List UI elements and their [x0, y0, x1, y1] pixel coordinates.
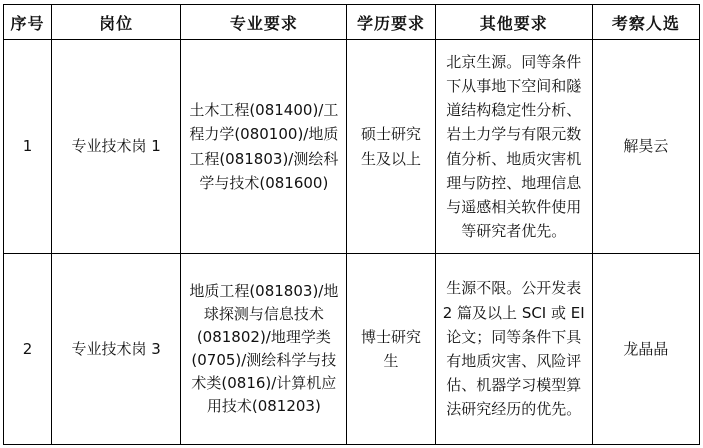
cell-major: 土木工程(081400)/工程力学(080100)/地质工程(081803)/测绘科学与技术(081600) [181, 40, 347, 254]
header-candidate: 考察人选 [592, 5, 699, 40]
cell-position: 专业技术岗 1 [52, 40, 181, 254]
table-row [4, 40, 700, 254]
table-header-row [4, 5, 700, 40]
header-other: 其他要求 [435, 5, 592, 40]
cell-candidate: 解昊云 [592, 40, 699, 254]
header-major: 专业要求 [181, 5, 347, 40]
cell-candidate: 龙晶晶 [592, 254, 699, 445]
cell-education: 博士研究生 [347, 254, 435, 445]
cell-other: 北京生源。同等条件下从事地下空间和隧道结构稳定性分析、岩土力学与有限元数值分析、地质灾害机理与防控、地理信息与遥感相关软件使用等研究者优先。 [435, 40, 592, 254]
cell-index: 1 [4, 40, 52, 254]
header-position: 岗位 [52, 5, 181, 40]
cell-other: 生源不限。公开发表 2 篇及以上 SCI 或 EI 论文；同等条件下具有地质灾害、风险评估、机器学习模型算法研究经历的优先。 [435, 254, 592, 445]
table-row [4, 254, 700, 445]
header-education: 学历要求 [347, 5, 435, 40]
cell-index: 2 [4, 254, 52, 445]
cell-position: 专业技术岗 3 [52, 254, 181, 445]
recruitment-table [3, 4, 700, 445]
cell-education: 硕士研究生及以上 [347, 40, 435, 254]
cell-major: 地质工程(081803)/地球探测与信息技术(081802)/地理学类(0705)/测绘科学与技术类(0816)/计算机应用技术(081203) [181, 254, 347, 445]
header-index: 序号 [4, 5, 52, 40]
